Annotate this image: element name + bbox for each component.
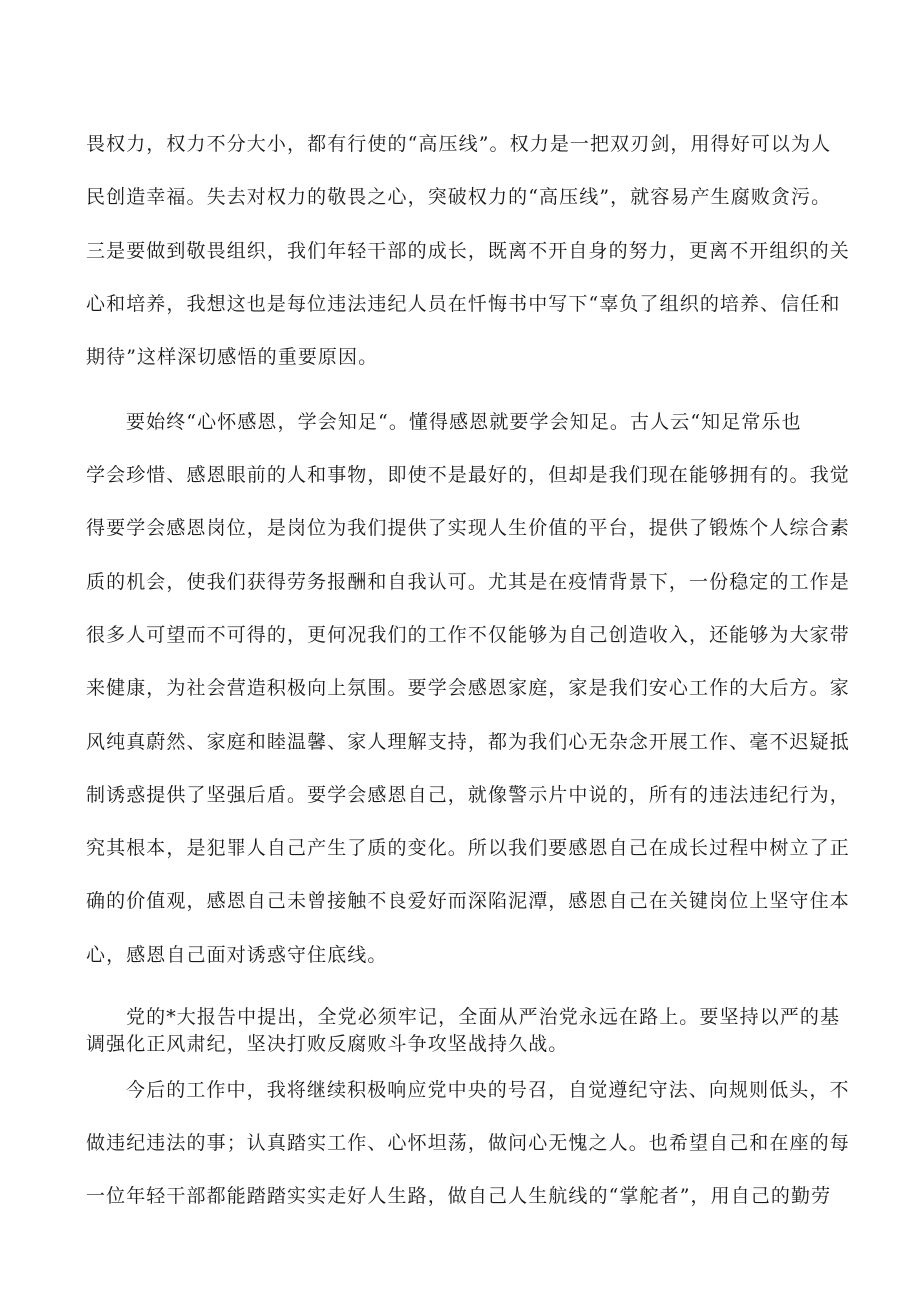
text-line: 质的机会，使我们获得劳务报酬和自我认可。尤其是在疫情背景下，一份稳定的工作是 <box>86 571 850 593</box>
text-line: 今后的工作中，我将继续积极响应党中央的号召，自觉遵纪守法、向规则低头，不 <box>126 1079 850 1101</box>
text-line: 三是要做到敬畏组织，我们年轻干部的成长，既离不开自身的努力，更离不开组织的关 <box>86 240 850 262</box>
text-line: 得要学会感恩岗位，是岗位为我们提供了实现人生价值的平台，提供了锻炼个人综合素 <box>86 517 850 539</box>
text-line: 畏权力，权力不分大小，都有行使的“高压线”。权力是一把双刃剑，用得好可以为人 <box>86 133 832 155</box>
text-line: 心，感恩自己面对诱惑守住底线。 <box>86 944 388 966</box>
text-line: 要始终“心怀感恩，学会知足“。懂得感恩就要学会知足。古人云“知足常乐也 <box>126 411 802 433</box>
text-line: 调强化正风肃纪，坚决打败反腐败斗争攻坚战持久战。 <box>86 1033 569 1055</box>
text-line: 期待”这样深切感悟的重要原因。 <box>86 346 379 368</box>
text-line: 学会珍惜、感恩眼前的人和事物，即使不是最好的，但却是我们现在能够拥有的。我觉 <box>86 464 850 486</box>
text-line: 来健康，为社会营造积极向上氛围。要学会感恩家庭，家是我们安心工作的大后方。家 <box>86 677 850 699</box>
text-line: 究其根本，是犯罪人自己产生了质的变化。所以我们要感恩自己在成长过程中树立了正 <box>86 837 850 859</box>
text-line: 党的*大报告中提出，全党必须牢记，全面从严治党永远在路上。要坚持以严的基 <box>126 1006 841 1028</box>
text-line: 很多人可望而不可得的，更何况我们的工作不仅能够为自己创造收入，还能够为大家带 <box>86 624 850 646</box>
text-line: 心和培养，我想这也是每位违法违纪人员在忏悔书中写下“辜负了组织的培养、信任和 <box>86 293 841 315</box>
text-line: 做违纪违法的事；认真踏实工作、心怀坦荡，做问心无愧之人。也希望自己和在座的每 <box>86 1132 850 1154</box>
text-line: 确的价值观，感恩自己未曾接触不良爱好而深陷泥潭，感恩自己在关键岗位上坚守住本 <box>86 890 850 912</box>
text-line: 民创造幸福。失去对权力的敬畏之心，突破权力的“高压线”，就容易产生腐败贪污。 <box>86 186 832 208</box>
text-line: 制诱惑提供了坚强后盾。要学会感恩自己，就像警示片中说的，所有的违法违纪行为， <box>86 784 850 806</box>
text-line: 一位年轻干部都能踏踏实实走好人生路，做自己人生航线的“掌舵者”，用自己的勤劳 <box>86 1185 832 1207</box>
text-line: 风纯真蔚然、家庭和睦温馨、家人理解支持，都为我们心无杂念开展工作、毫不迟疑抵 <box>86 731 850 753</box>
